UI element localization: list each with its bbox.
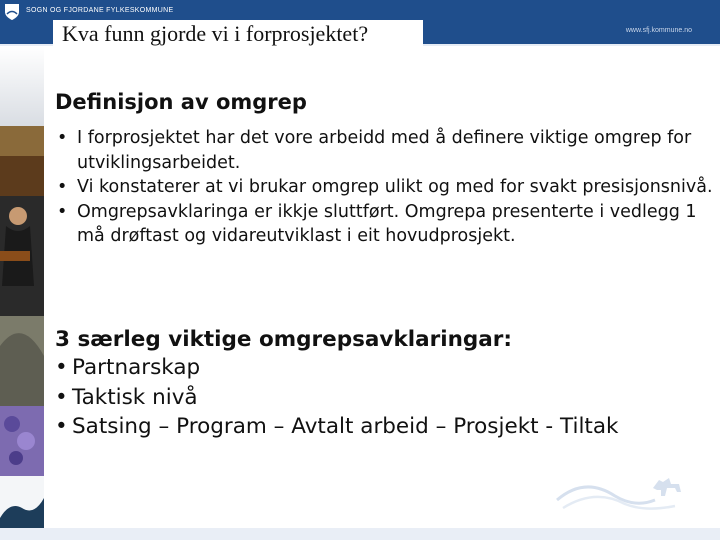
list-item <box>55 126 715 175</box>
list-item <box>55 412 619 442</box>
section-definition-heading: Definisjon av omgrep <box>55 90 307 114</box>
bullet-marker: • <box>57 177 68 197</box>
bullet-marker: • <box>57 201 68 222</box>
website-url: www.sfj.kommune.no <box>625 27 692 34</box>
bullet-text: I forprosjektet har det vore arbeidd med å definere viktige omgrep for utviklingsarbeidet. <box>77 128 692 173</box>
definition-bullet-list <box>55 126 715 249</box>
bullet-text: Omgrepsavklaringa er ikkje sluttført. Omgrepa presenterte i vedlegg 1 må drøftast og vidareutviklast i eit hovudprosjekt. <box>77 201 697 246</box>
bullet-marker: • <box>57 128 68 148</box>
horse-wave-logo-icon <box>555 466 695 514</box>
key-concepts-list <box>55 353 619 442</box>
bullet-text: Taktisk nivå <box>72 384 198 410</box>
county-shield-logo-icon <box>4 3 20 21</box>
organization-name: SOGN OG FJORDANE FYLKESKOMMUNE <box>26 7 174 14</box>
list-item <box>55 383 619 413</box>
section-key-concepts-heading: 3 særleg viktige omgrepsavklaringar: <box>55 327 513 352</box>
list-item <box>55 200 715 249</box>
bullet-marker: • <box>55 414 68 439</box>
slide-title: Kva funn gjorde vi i forprosjektet? <box>62 21 369 46</box>
list-item <box>55 353 619 383</box>
footer-bar <box>0 528 720 540</box>
landscape-photo-strip-icon <box>0 46 44 540</box>
bullet-text: Partnarskap <box>72 355 201 380</box>
list-item <box>55 175 715 200</box>
bullet-text: Satsing – Program – Avtalt arbeid – Prosjekt - Tiltak <box>72 414 619 439</box>
bullet-marker: • <box>55 355 68 380</box>
bullet-text: Vi konstaterer at vi brukar omgrep ulikt og med for svakt presisjonsnivå. <box>77 177 713 197</box>
bullet-marker: • <box>55 384 68 410</box>
